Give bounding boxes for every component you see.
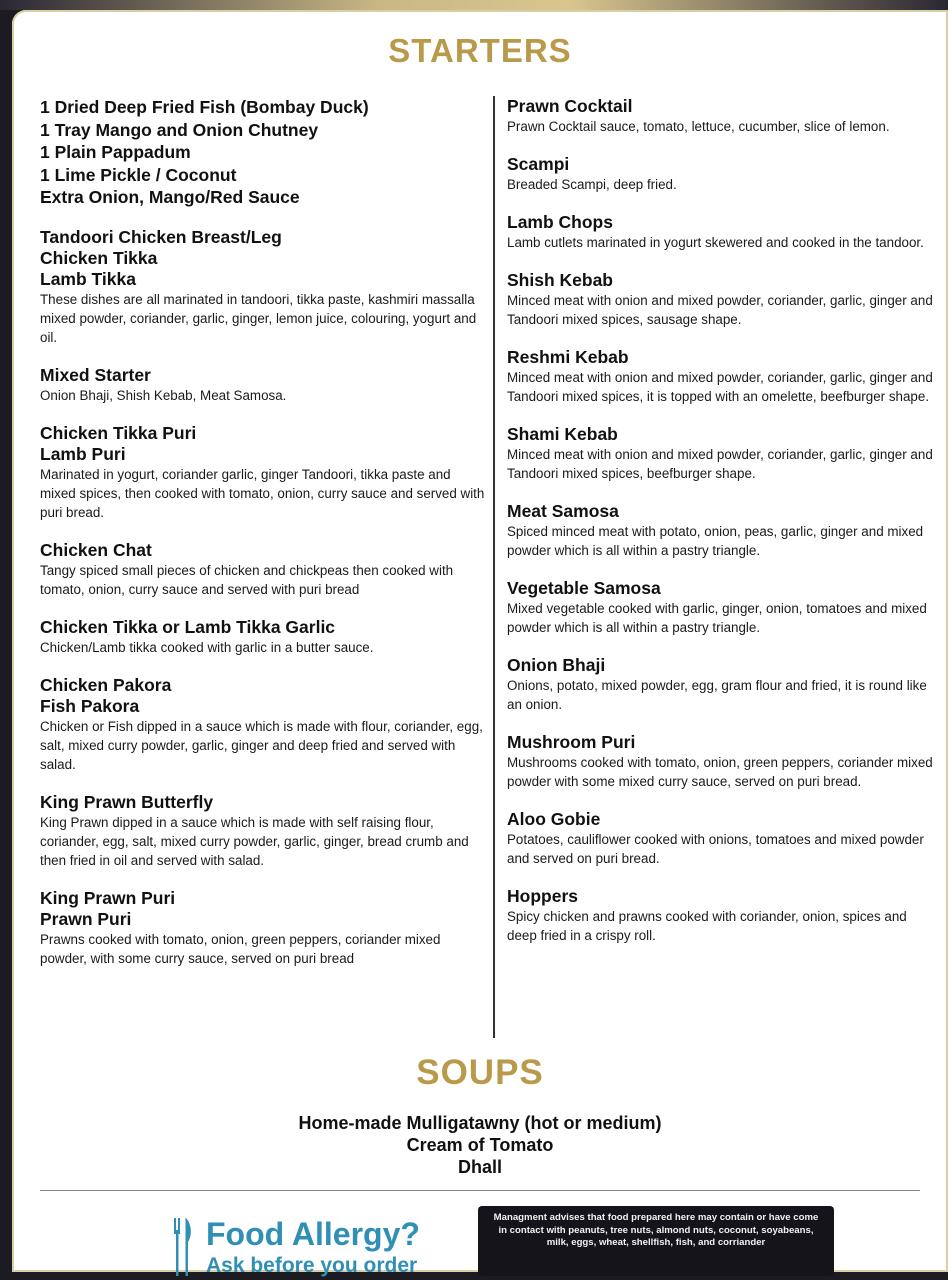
menu-item-description: Minced meat with onion and mixed powder, coriander, garlic, ginger and Tandoori mixed spices, sausage shape. [507, 293, 933, 327]
menu-item-description: Chicken or Fish dipped in a sauce which is made with flour, coriander, egg, salt, mixed curry powder, garlic, ginger and deep fried and served with salad. [40, 718, 483, 772]
menu-item-description: Minced meat with onion and mixed powder, coriander, garlic, ginger and Tandoori mixed spices, beefburger shape. [507, 447, 933, 481]
column-divider [493, 96, 495, 1038]
menu-item [507, 501, 937, 560]
menu-item [40, 423, 485, 522]
allergy-title: Food Allergy? [206, 1216, 420, 1252]
menu-item-description: Prawn Cocktail sauce, tomato, lettuce, cucumber, slice of lemon. [507, 119, 890, 134]
menu-item-title: King Prawn Butterfly [40, 791, 214, 812]
fork-knife-icon [172, 1218, 194, 1278]
top-border [0, 0, 948, 10]
starters-heading: STARTERS [388, 32, 572, 69]
menu-item-title: Hoppers [507, 886, 578, 906]
menu-item-title: Chicken Chat [40, 539, 152, 560]
menu-item-title: Mixed Starter [40, 364, 151, 385]
allergy-subtitle: Ask before you order [206, 1254, 418, 1277]
menu-item [507, 732, 937, 791]
menu-item-title: Scampi [507, 154, 570, 174]
menu-item [40, 227, 485, 347]
menu-item-title: Tandoori Chicken Breast/Leg Chicken Tikka Lamb Tikka [40, 226, 282, 289]
soup-item: Cream of Tomato [406, 1135, 554, 1155]
menu-item [507, 809, 937, 868]
menu-item-description: Chicken/Lamb tikka cooked with garlic in a butter sauce. [40, 639, 374, 655]
menu-item [507, 578, 937, 637]
menu-item-title: Chicken Tikka or Lamb Tikka Garlic [40, 616, 336, 637]
menu-item-description: These dishes are all marinated in tandoori, tikka paste, kashmiri massalla mixed powder, coriander, garlic, ginger, lemon juice, colouring, yogurt and oil. [40, 291, 477, 345]
menu-item-title: Shami Kebab [507, 424, 618, 444]
menu-item-description: Marinated in yogurt, coriander garlic, ginger Tandoori, tikka paste and mixed spices, then cooked with tomato, onion, curry sauce and served with puri bread. [40, 466, 485, 520]
menu-item [40, 617, 485, 657]
menu-item [507, 212, 937, 252]
menu-item [507, 270, 937, 329]
menu-item [40, 888, 485, 968]
menu-item-description: Mushrooms cooked with tomato, onion, green peppers, coriander mixed powder with some mixed curry sauce, served on puri bread. [507, 755, 933, 789]
menu-item [507, 886, 937, 945]
soup-item: Dhall [457, 1157, 502, 1177]
menu-item-title: Shish Kebab [507, 270, 613, 290]
menu-item-description: Spicy chicken and prawns cooked with coriander, onion, spices and deep fried in a crispy roll. [507, 909, 907, 943]
menu-item-title: Aloo Gobie [507, 809, 601, 829]
menu-item-title: Chicken Pakora Fish Pakora [40, 674, 172, 716]
menu-item-description: Onions, potato, mixed powder, egg, gram flour and fried, it is round like an onion. [507, 678, 927, 712]
menu-item-title: Vegetable Samosa [507, 578, 661, 598]
menu-item [507, 655, 937, 714]
menu-item [507, 96, 937, 136]
menu-item-description: Onion Bhaji, Shish Kebab, Meat Samosa. [40, 387, 287, 403]
starters-left-column [40, 96, 485, 986]
soups-list [12, 1112, 948, 1178]
menu-item-description: Tangy spiced small pieces of chicken and chickpeas then cooked with tomato, onion, curry sauce and served with puri bread [40, 562, 454, 597]
menu-item-title: Lamb Chops [507, 212, 613, 232]
footer-divider [40, 1190, 920, 1191]
menu-item-title: Onion Bhaji [507, 655, 606, 675]
menu-item [40, 792, 485, 870]
menu-item-description: Spiced minced meat with potato, onion, peas, garlic, ginger and mixed powder which is all within a pastry triangle. [507, 524, 924, 558]
menu-item-description: Minced meat with onion and mixed powder, coriander, garlic, ginger and Tandoori mixed spices, it is topped with an omelette, beefburger shape. [507, 370, 933, 404]
menu-item-title: King Prawn Puri Prawn Puri [40, 887, 176, 929]
menu-item [507, 154, 937, 194]
menu-item-description: Mixed vegetable cooked with garlic, ginger, onion, tomatoes and mixed powder which is all within a pastry triangle. [507, 601, 927, 635]
menu-item [40, 96, 485, 209]
menu-item-title: Chicken Tikka Puri Lamb Puri [40, 422, 197, 464]
menu-item-description: King Prawn dipped in a sauce which is made with self raising flour, coriander, egg, salt, mixed curry powder, garlic, ginger, bread crumb and then fried in oil and served with salad. [40, 814, 469, 868]
allergy-notice: Managment advises that food prepared here may contain or have come in contact with peanuts, tree nuts, almond nuts, coconut, soyabeans, milk, eggs, wheat, shellfish, fish, and corriander [478, 1206, 834, 1276]
menu-item [507, 347, 937, 406]
menu-item-description: Prawns cooked with tomato, onion, green peppers, coriander mixed powder, with some curry sauce, served on puri bread [40, 931, 441, 966]
menu-item-title: Prawn Cocktail [507, 96, 633, 116]
food-allergy-banner [162, 1210, 462, 1280]
menu-item [40, 365, 485, 405]
menu-item [40, 675, 485, 774]
menu-item-title: Meat Samosa [507, 501, 619, 521]
menu-item-description: Potatoes, cauliflower cooked with onions, tomatoes and mixed powder and served on puri bread. [507, 832, 924, 866]
menu-item-description: Breaded Scampi, deep fried. [507, 177, 677, 192]
menu-item-description: Lamb cutlets marinated in yogurt skewered and cooked in the tandoor. [507, 235, 924, 250]
menu-page [12, 10, 948, 1277]
soup-item: Home-made Mulligatawny (hot or medium) [298, 1113, 662, 1133]
menu-item-title: Reshmi Kebab [507, 347, 629, 367]
menu-item-title: 1 Dried Deep Fried Fish (Bombay Duck) 1 Tray Mango and Onion Chutney 1 Plain Pappadum 1 Lime Pickle / Coconut Extra Onion, Mango/Red Sauce [40, 97, 369, 207]
menu-item-title: Mushroom Puri [507, 732, 636, 752]
menu-item [40, 540, 485, 599]
soups-heading: SOUPS [416, 1053, 544, 1092]
starters-right-column [507, 96, 937, 963]
menu-item [507, 424, 937, 483]
